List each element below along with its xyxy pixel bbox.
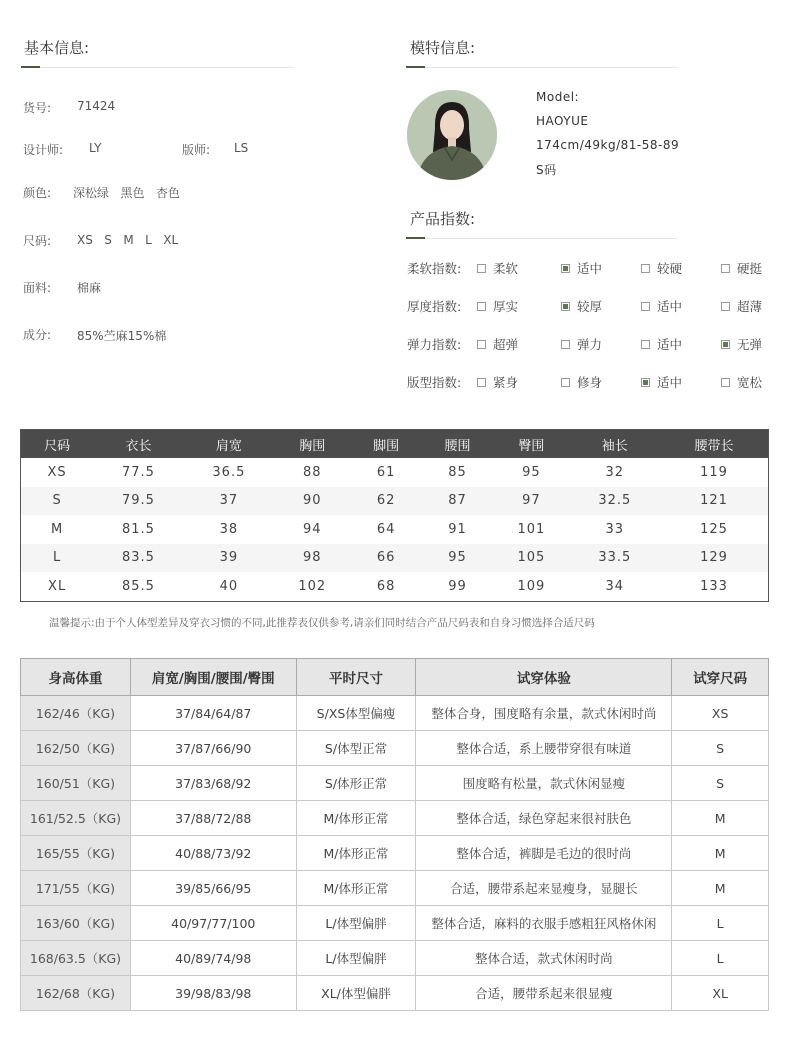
- size-chart-header-cell: 衣长: [93, 430, 183, 459]
- fitting-row: [21, 941, 769, 976]
- composition-value: 85%苎麻15%棉: [77, 329, 167, 343]
- size-chart-cell: 62: [350, 487, 421, 516]
- composition-label: 成分:: [23, 328, 52, 342]
- fitting-cell: M: [672, 836, 769, 871]
- model-name: HAOYUE: [536, 114, 589, 128]
- size-chart-header-row: [21, 430, 769, 459]
- size-chart-cell: XL: [48, 578, 67, 594]
- fitting-header-cell: 身高体重: [21, 659, 131, 696]
- fitting-cell: 合适，腰带系起来显瘦身，显腿长: [416, 871, 672, 906]
- index-option: [721, 297, 762, 315]
- color-value: 深松绿 黑色 杏色: [73, 186, 180, 200]
- fitting-cell: 整体合适，系上腰带穿很有味道: [416, 731, 672, 766]
- size-chart-cell: XS: [47, 464, 67, 480]
- product-index-accent: [406, 237, 425, 239]
- index-option: [561, 297, 602, 315]
- size-chart-cell: 87: [422, 487, 493, 516]
- fitting-cell: 整体合适，裤脚是毛边的很时尚: [416, 836, 672, 871]
- index-row-label: 厚度指数:: [407, 299, 462, 314]
- designer-label: 设计师:: [23, 143, 64, 157]
- fitting-cell: 165/55（KG): [21, 836, 131, 871]
- size-chart-cell: 88: [303, 464, 322, 480]
- size-chart-table: [20, 429, 769, 602]
- size-chart-cell: 133: [700, 578, 728, 594]
- size-chart-cell: 32: [605, 464, 625, 480]
- size-chart-header-cell: 尺码: [21, 430, 94, 459]
- fitting-cell: XS: [672, 696, 769, 731]
- fitting-cell: 合适，腰带系起来很显瘦: [416, 976, 672, 1011]
- size-chart-cell: 81.5: [121, 521, 155, 537]
- index-option-label: 适中: [657, 375, 683, 390]
- fitting-cell: M/体形正常: [296, 801, 416, 836]
- fitting-cell: 171/55（KG): [21, 871, 131, 906]
- size-chart-cell: 101: [517, 521, 546, 537]
- index-option-label: 修身: [577, 375, 603, 390]
- fitting-cell: M/体形正常: [296, 836, 416, 871]
- size-chart-cell: 33.5: [570, 544, 660, 573]
- fabric-label: 面料:: [23, 281, 52, 295]
- model-label: Model:: [536, 90, 580, 104]
- fitting-cell: M: [672, 871, 769, 906]
- size-chart-cell: 32.5: [570, 487, 660, 516]
- model-info-accent: [406, 66, 425, 68]
- size-chart-cell: 83.5: [93, 544, 183, 573]
- size-chart-cell: 64: [376, 521, 396, 537]
- size-chart-cell: 34: [605, 578, 625, 594]
- unchecked-checkbox-icon: [721, 378, 730, 387]
- fitting-cell: 39/98/83/98: [130, 976, 296, 1011]
- size-chart-cell: 109: [517, 578, 546, 594]
- size-chart-cell: 102: [298, 578, 327, 594]
- size-chart-cell: 97: [493, 487, 569, 516]
- fitting-cell: XL: [672, 976, 769, 1011]
- fitting-cell: L/体型偏胖: [296, 941, 416, 976]
- fitting-row: [21, 871, 769, 906]
- fitting-cell: 37/87/66/90: [130, 731, 296, 766]
- basic-info-divider: [21, 67, 293, 68]
- size-chart-cell: 90: [274, 487, 350, 516]
- size-chart-cell: 99: [448, 578, 467, 594]
- fitting-cell: 整体合适，绿色穿起来很衬肤色: [416, 801, 672, 836]
- index-option-label: 适中: [657, 299, 683, 314]
- size-chart-cell: 119: [700, 464, 728, 480]
- size-chart-cell: 40: [219, 578, 239, 594]
- unchecked-checkbox-icon: [641, 264, 650, 273]
- index-option: [721, 335, 762, 353]
- size-chart-row: [21, 572, 769, 601]
- index-option: [721, 259, 762, 277]
- fitting-cell: M: [672, 801, 769, 836]
- size-chart-header-cell: 臀围: [493, 430, 569, 459]
- size-chart-cell: 68: [376, 578, 396, 594]
- index-option: [561, 259, 602, 277]
- fitting-header-cell: 肩宽/胸围/腰围/臀围: [130, 659, 296, 696]
- fitting-cell: S/XS体型偏瘦: [296, 696, 416, 731]
- index-option-label: 柔软: [493, 261, 519, 276]
- fitting-cell: 163/60（KG): [21, 906, 131, 941]
- size-chart-cell: 85: [448, 464, 467, 480]
- fitting-cell: 整体合适，麻料的衣服手感粗狂风格休闲: [416, 906, 672, 941]
- index-option: [641, 259, 682, 277]
- size-chart-cell: 94: [303, 521, 322, 537]
- size-chart-cell: L: [21, 544, 94, 573]
- index-option-label: 硬挺: [737, 261, 763, 276]
- color-label: 颜色:: [23, 186, 52, 200]
- index-option-label: 无弹: [737, 337, 763, 352]
- fitting-row: [21, 696, 769, 731]
- checked-checkbox-icon: [721, 340, 730, 349]
- size-chart-row: [21, 487, 769, 516]
- model-measurements: 174cm/49kg/81-58-89: [536, 138, 680, 152]
- fitting-cell: 整体合适，款式休闲时尚: [416, 941, 672, 976]
- size-chart-row: [21, 515, 769, 544]
- index-option: [561, 335, 602, 353]
- fitting-row: [21, 766, 769, 801]
- fitting-cell: M/体形正常: [296, 871, 416, 906]
- index-option: [477, 373, 518, 391]
- fitting-cell: 围度略有松量，款式休闲显瘦: [416, 766, 672, 801]
- fitting-cell: L/体型偏胖: [296, 906, 416, 941]
- fitting-cell: 162/50（KG): [21, 731, 131, 766]
- size-chart-cell: 95: [522, 464, 541, 480]
- index-option: [641, 373, 682, 391]
- unchecked-checkbox-icon: [561, 340, 570, 349]
- designer-value: LY: [89, 141, 102, 155]
- fabric-value: 棉麻: [77, 281, 102, 295]
- fitting-cell: 160/51（KG): [21, 766, 131, 801]
- index-option: [641, 297, 682, 315]
- fitting-cell: S/体型正常: [296, 731, 416, 766]
- index-option: [477, 297, 518, 315]
- size-chart-cell: 91: [448, 521, 467, 537]
- fitting-cell: 162/46（KG): [21, 696, 131, 731]
- fitting-cell: 168/63.5（KG): [21, 941, 131, 976]
- size-chart-cell: M: [51, 521, 64, 537]
- index-option: [721, 373, 762, 391]
- fitting-experience-table: [20, 658, 769, 1011]
- index-option-label: 弹力: [577, 337, 603, 352]
- pattern-maker-value: LS: [234, 141, 249, 155]
- index-row-label: 版型指数:: [407, 375, 462, 390]
- checked-checkbox-icon: [561, 264, 570, 273]
- size-chart-cell: 79.5: [93, 487, 183, 516]
- unchecked-checkbox-icon: [641, 340, 650, 349]
- fitting-header-cell: 平时尺寸: [296, 659, 416, 696]
- index-option-label: 厚实: [493, 299, 519, 314]
- size-chart-header-cell: 肩宽: [184, 430, 274, 459]
- fitting-cell: S/体形正常: [296, 766, 416, 801]
- basic-info-title: 基本信息:: [24, 39, 90, 57]
- fitting-cell: S: [672, 731, 769, 766]
- fitting-cell: 162/68（KG): [21, 976, 131, 1011]
- index-option-label: 超薄: [737, 299, 763, 314]
- unchecked-checkbox-icon: [721, 302, 730, 311]
- size-chart-cell: 33: [605, 521, 625, 537]
- size-chart-cell: 85.5: [121, 578, 155, 594]
- fitting-cell: 37/88/72/88: [130, 801, 296, 836]
- size-chart-cell: 39: [184, 544, 274, 573]
- index-option-label: 较厚: [577, 299, 603, 314]
- item-no-label: 货号:: [23, 101, 52, 115]
- fitting-cell: 161/52.5（KG): [21, 801, 131, 836]
- product-index-divider: [406, 238, 677, 239]
- fitting-cell: 40/88/73/92: [130, 836, 296, 871]
- fitting-cell: S: [672, 766, 769, 801]
- unchecked-checkbox-icon: [561, 378, 570, 387]
- size-chart-cell: 98: [274, 544, 350, 573]
- model-info-title: 模特信息:: [410, 39, 476, 57]
- unchecked-checkbox-icon: [477, 378, 486, 387]
- index-option-label: 适中: [577, 261, 603, 276]
- fitting-cell: L: [672, 941, 769, 976]
- fitting-cell: XL/体型偏胖: [296, 976, 416, 1011]
- index-option: [641, 335, 682, 353]
- fitting-header-cell: 试穿尺码: [672, 659, 769, 696]
- fitting-cell: 40/97/77/100: [130, 906, 296, 941]
- size-chart-row: [21, 544, 769, 573]
- index-option-label: 超弹: [493, 337, 519, 352]
- checked-checkbox-icon: [641, 378, 650, 387]
- size-chart-cell: 61: [376, 464, 396, 480]
- size-chart-header-cell: 腰带长: [660, 430, 768, 459]
- unchecked-checkbox-icon: [641, 302, 650, 311]
- pattern-maker-label: 版师:: [182, 143, 211, 157]
- index-option-label: 适中: [657, 337, 683, 352]
- fitting-header-row: [21, 659, 769, 696]
- unchecked-checkbox-icon: [477, 264, 486, 273]
- size-chart-row: [21, 458, 769, 487]
- fitting-cell: 40/89/74/98: [130, 941, 296, 976]
- fitting-row: [21, 976, 769, 1011]
- size-chart-cell: 36.5: [212, 464, 246, 480]
- unchecked-checkbox-icon: [477, 340, 486, 349]
- fitting-row: [21, 801, 769, 836]
- unchecked-checkbox-icon: [477, 302, 486, 311]
- model-avatar: [407, 90, 497, 180]
- fitting-cell: 整体合身，围度略有余量，款式休闲时尚: [416, 696, 672, 731]
- size-chart-header-cell: 腰围: [422, 430, 493, 459]
- model-info-divider: [406, 67, 677, 68]
- basic-info-accent: [21, 66, 40, 68]
- index-option: [561, 373, 602, 391]
- size-chart-header-cell: 胸围: [274, 430, 350, 459]
- fitting-row: [21, 731, 769, 766]
- size-chart-cell: 37: [184, 487, 274, 516]
- fitting-header-cell: 试穿体验: [416, 659, 672, 696]
- fitting-cell: 37/83/68/92: [130, 766, 296, 801]
- index-option-label: 紧身: [493, 375, 519, 390]
- size-tip-note: 温馨提示:由于个人体型差异及穿衣习惯的不同,此推荐表仅供参考,请亲们同时结合产品尺码表和自身习惯选择合适尺码: [49, 617, 595, 629]
- model-size: S码: [536, 163, 557, 177]
- size-chart-cell: 121: [660, 487, 768, 516]
- size-chart-cell: 125: [700, 521, 728, 537]
- size-chart-cell: 77.5: [121, 464, 155, 480]
- size-value: XS S M L XL: [77, 233, 179, 247]
- size-chart-cell: S: [21, 487, 94, 516]
- checked-checkbox-icon: [561, 302, 570, 311]
- size-chart-header-cell: 袖长: [570, 430, 660, 459]
- index-option: [477, 335, 518, 353]
- index-row-label: 柔软指数:: [407, 261, 462, 276]
- size-chart-cell: 95: [422, 544, 493, 573]
- fitting-row: [21, 836, 769, 871]
- index-row-label: 弹力指数:: [407, 337, 462, 352]
- product-index-title: 产品指数:: [410, 210, 476, 228]
- size-label: 尺码:: [23, 234, 52, 248]
- unchecked-checkbox-icon: [721, 264, 730, 273]
- size-chart-cell: 38: [219, 521, 239, 537]
- item-no-value: 71424: [77, 99, 116, 113]
- fitting-cell: L: [672, 906, 769, 941]
- index-option-label: 较硬: [657, 261, 683, 276]
- index-option: [477, 259, 518, 277]
- size-chart-cell: 129: [660, 544, 768, 573]
- size-chart-cell: 105: [493, 544, 569, 573]
- index-option-label: 宽松: [737, 375, 763, 390]
- size-chart-header-cell: 脚围: [350, 430, 421, 459]
- fitting-row: [21, 906, 769, 941]
- size-chart-cell: 66: [350, 544, 421, 573]
- fitting-cell: 39/85/66/95: [130, 871, 296, 906]
- fitting-cell: 37/84/64/87: [130, 696, 296, 731]
